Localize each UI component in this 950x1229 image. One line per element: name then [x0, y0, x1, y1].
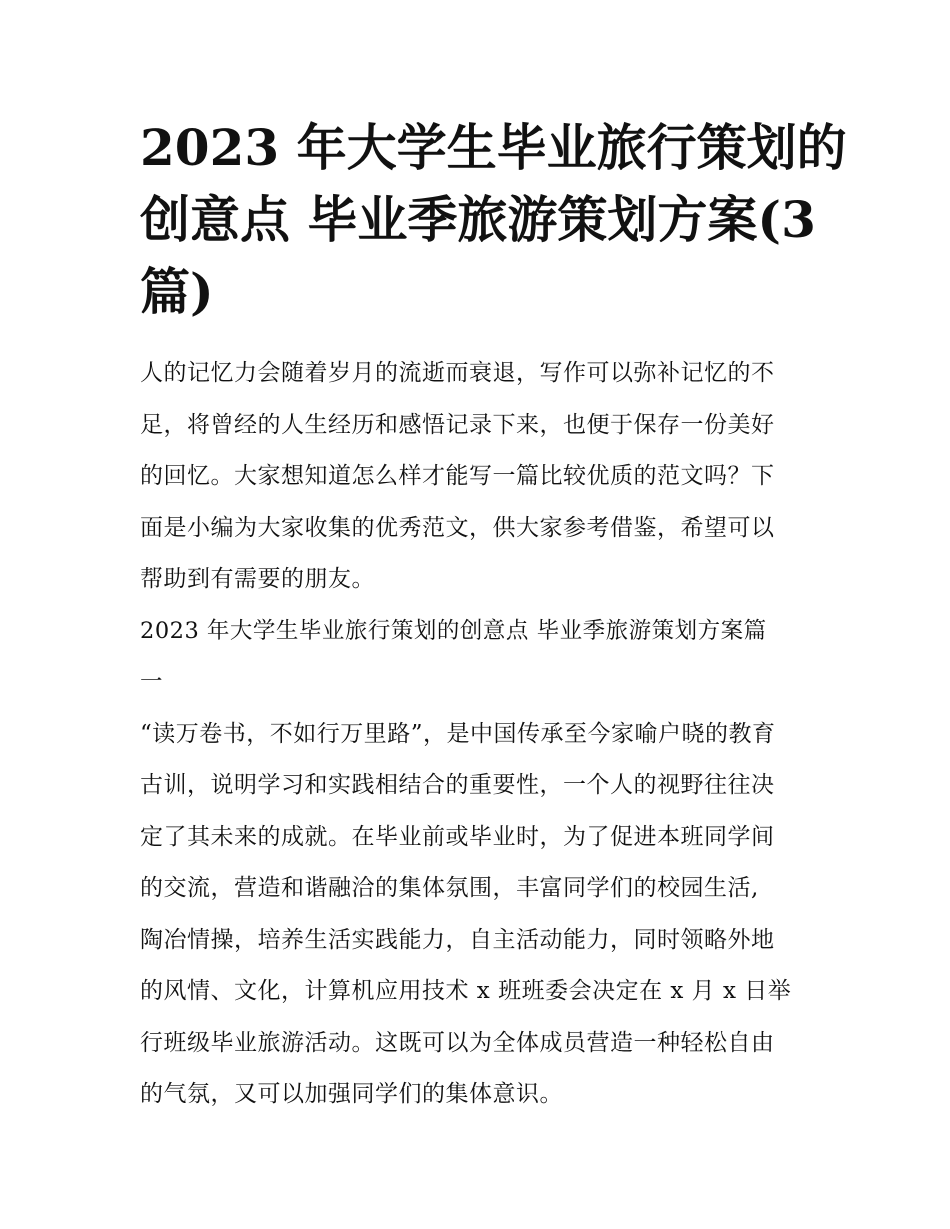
text-line: 的气氛，又可以加强同学们的集体意识。	[140, 1081, 563, 1107]
text-line: 人的记忆力会随着岁月的流逝而衰退，写作可以弥补记忆的不	[140, 360, 775, 386]
text-line: 帮助到有需要的朋友。	[140, 566, 375, 592]
text-line: 行班级毕业旅游活动。这既可以为全体成员营造一种轻松自由	[140, 1029, 775, 1056]
text-line: 的交流，营造和谐融洽的集体氛围，丰富同学们的校园生活,	[140, 875, 759, 901]
text-line: 陶冶情操，培养生活实践能力，自主活动能力，同时领略外地	[140, 926, 775, 953]
text-line: 面是小编为大家收集的优秀范文，供大家参考借鉴，希望可以	[140, 514, 775, 541]
document-title	[140, 112, 847, 328]
intro-paragraph	[140, 348, 812, 606]
text-line: 足，将曾经的人生经历和感悟记录下来，也便于保存一份美好	[140, 411, 775, 438]
text-line: 的风情、文化，计算机应用技术 x 班班委会决定在 x 月 x 日举	[140, 978, 792, 1004]
document-page	[140, 112, 847, 1121]
text-line: 古训，说明学习和实践相结合的重要性，一个人的视野往往决	[140, 772, 775, 798]
text-line: “读万卷书，不如行万里路”，是中国传承至今家喻户晓的教育	[140, 720, 776, 747]
section-heading	[140, 606, 812, 709]
text-line: 的回忆。大家想知道怎么样才能写一篇比较优质的范文吗？下	[140, 463, 775, 489]
text-line: 定了其未来的成就。在毕业前或毕业时，为了促进本班同学间	[140, 823, 775, 850]
title-line: 2023 年大学生毕业旅行策划的	[140, 118, 847, 177]
text-line: 2023 年大学生毕业旅行策划的创意点 毕业季旅游策划方案篇	[140, 617, 767, 644]
body-paragraph	[140, 709, 812, 1121]
title-line: 创意点 毕业季旅游策划方案(3	[140, 190, 816, 249]
title-line: 篇)	[140, 262, 214, 321]
text-line: 一	[140, 669, 164, 695]
